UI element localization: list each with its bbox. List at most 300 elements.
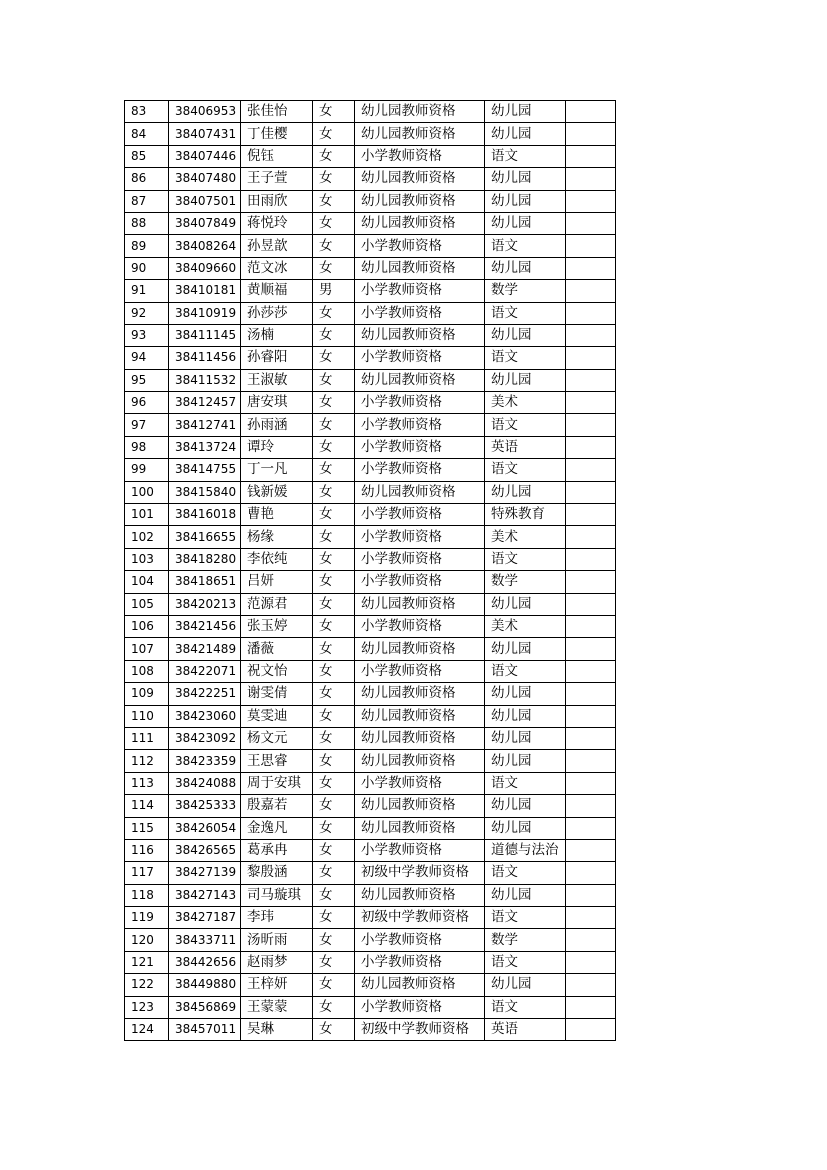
gender-cell: 女 [313, 414, 355, 436]
gender-cell: 女 [313, 481, 355, 503]
subject-cell: 语文 [485, 548, 566, 570]
table-row [125, 526, 616, 548]
name-cell: 唐安琪 [241, 392, 313, 414]
exam-id-cell: 38415840 [169, 481, 241, 503]
gender-cell: 女 [313, 750, 355, 772]
gender-cell: 女 [313, 235, 355, 257]
name-cell: 孙雨涵 [241, 414, 313, 436]
subject-cell: 幼儿园 [485, 369, 566, 391]
row-number-cell: 117 [125, 862, 169, 884]
exam-id-cell: 38457011 [169, 1019, 241, 1041]
exam-id-cell: 38427139 [169, 862, 241, 884]
table-row [125, 101, 616, 123]
gender-cell: 男 [313, 280, 355, 302]
remark-cell [566, 257, 616, 279]
table-row [125, 459, 616, 481]
gender-cell: 女 [313, 907, 355, 929]
exam-id-cell: 38425333 [169, 795, 241, 817]
table-row [125, 436, 616, 458]
qualification-cell: 幼儿园教师资格 [355, 795, 485, 817]
name-cell: 赵雨梦 [241, 951, 313, 973]
remark-cell [566, 974, 616, 996]
qualification-cell: 小学教师资格 [355, 660, 485, 682]
qualification-cell: 幼儿园教师资格 [355, 168, 485, 190]
qualification-cell: 小学教师资格 [355, 929, 485, 951]
remark-cell [566, 302, 616, 324]
qualification-cell: 小学教师资格 [355, 347, 485, 369]
gender-cell: 女 [313, 839, 355, 861]
remark-cell [566, 660, 616, 682]
gender-cell: 女 [313, 638, 355, 660]
row-number-cell: 91 [125, 280, 169, 302]
exam-id-cell: 38426565 [169, 839, 241, 861]
exam-id-cell: 38449880 [169, 974, 241, 996]
row-number-cell: 88 [125, 212, 169, 234]
qualification-cell: 幼儿园教师资格 [355, 593, 485, 615]
gender-cell: 女 [313, 795, 355, 817]
table-row [125, 369, 616, 391]
exam-id-cell: 38422251 [169, 683, 241, 705]
qualification-cell: 小学教师资格 [355, 772, 485, 794]
table-row [125, 593, 616, 615]
remark-cell [566, 145, 616, 167]
row-number-cell: 89 [125, 235, 169, 257]
exam-id-cell: 38416018 [169, 504, 241, 526]
table-row [125, 907, 616, 929]
table-row [125, 123, 616, 145]
remark-cell [566, 817, 616, 839]
row-number-cell: 85 [125, 145, 169, 167]
subject-cell: 幼儿园 [485, 884, 566, 906]
exam-id-cell: 38409660 [169, 257, 241, 279]
roster-body [125, 101, 616, 1041]
remark-cell [566, 190, 616, 212]
qualification-cell: 小学教师资格 [355, 392, 485, 414]
exam-id-cell: 38411532 [169, 369, 241, 391]
subject-cell: 语文 [485, 996, 566, 1018]
exam-id-cell: 38456869 [169, 996, 241, 1018]
row-number-cell: 105 [125, 593, 169, 615]
table-row [125, 235, 616, 257]
remark-cell [566, 615, 616, 637]
subject-cell: 幼儿园 [485, 705, 566, 727]
row-number-cell: 104 [125, 571, 169, 593]
row-number-cell: 111 [125, 727, 169, 749]
gender-cell: 女 [313, 884, 355, 906]
exam-id-cell: 38407849 [169, 212, 241, 234]
qualification-cell: 幼儿园教师资格 [355, 101, 485, 123]
qualification-cell: 幼儿园教师资格 [355, 212, 485, 234]
exam-id-cell: 38427187 [169, 907, 241, 929]
table-row [125, 951, 616, 973]
row-number-cell: 118 [125, 884, 169, 906]
subject-cell: 语文 [485, 907, 566, 929]
remark-cell [566, 212, 616, 234]
name-cell: 黄顺福 [241, 280, 313, 302]
table-row [125, 504, 616, 526]
name-cell: 潘薇 [241, 638, 313, 660]
gender-cell: 女 [313, 593, 355, 615]
name-cell: 周于安琪 [241, 772, 313, 794]
qualification-cell: 小学教师资格 [355, 571, 485, 593]
name-cell: 金逸凡 [241, 817, 313, 839]
table-row [125, 974, 616, 996]
gender-cell: 女 [313, 996, 355, 1018]
qualification-cell: 小学教师资格 [355, 302, 485, 324]
subject-cell: 幼儿园 [485, 750, 566, 772]
remark-cell [566, 571, 616, 593]
row-number-cell: 99 [125, 459, 169, 481]
row-number-cell: 84 [125, 123, 169, 145]
row-number-cell: 120 [125, 929, 169, 951]
remark-cell [566, 929, 616, 951]
qualification-cell: 幼儿园教师资格 [355, 481, 485, 503]
name-cell: 葛承冉 [241, 839, 313, 861]
row-number-cell: 94 [125, 347, 169, 369]
gender-cell: 女 [313, 369, 355, 391]
gender-cell: 女 [313, 212, 355, 234]
table-row [125, 302, 616, 324]
exam-id-cell: 38418651 [169, 571, 241, 593]
qualification-cell: 幼儿园教师资格 [355, 683, 485, 705]
subject-cell: 幼儿园 [485, 817, 566, 839]
subject-cell: 美术 [485, 526, 566, 548]
exam-id-cell: 38423060 [169, 705, 241, 727]
gender-cell: 女 [313, 817, 355, 839]
exam-id-cell: 38410181 [169, 280, 241, 302]
name-cell: 田雨欣 [241, 190, 313, 212]
qualification-cell: 幼儿园教师资格 [355, 123, 485, 145]
qualification-cell: 幼儿园教师资格 [355, 974, 485, 996]
table-row [125, 862, 616, 884]
name-cell: 李依纯 [241, 548, 313, 570]
remark-cell [566, 593, 616, 615]
name-cell: 杨缘 [241, 526, 313, 548]
remark-cell [566, 683, 616, 705]
remark-cell [566, 772, 616, 794]
qualification-cell: 小学教师资格 [355, 459, 485, 481]
qualification-cell: 小学教师资格 [355, 436, 485, 458]
row-number-cell: 107 [125, 638, 169, 660]
qualification-cell: 初级中学教师资格 [355, 1019, 485, 1041]
table-row [125, 772, 616, 794]
row-number-cell: 109 [125, 683, 169, 705]
gender-cell: 女 [313, 257, 355, 279]
row-number-cell: 119 [125, 907, 169, 929]
qualification-cell: 小学教师资格 [355, 839, 485, 861]
gender-cell: 女 [313, 727, 355, 749]
remark-cell [566, 1019, 616, 1041]
name-cell: 司马璇琪 [241, 884, 313, 906]
subject-cell: 语文 [485, 347, 566, 369]
subject-cell: 道德与法治 [485, 839, 566, 861]
table-row [125, 571, 616, 593]
name-cell: 王子萱 [241, 168, 313, 190]
subject-cell: 幼儿园 [485, 212, 566, 234]
exam-id-cell: 38412741 [169, 414, 241, 436]
row-number-cell: 90 [125, 257, 169, 279]
row-number-cell: 124 [125, 1019, 169, 1041]
subject-cell: 美术 [485, 615, 566, 637]
exam-id-cell: 38426054 [169, 817, 241, 839]
table-row [125, 683, 616, 705]
remark-cell [566, 459, 616, 481]
row-number-cell: 116 [125, 839, 169, 861]
row-number-cell: 95 [125, 369, 169, 391]
row-number-cell: 123 [125, 996, 169, 1018]
name-cell: 殷嘉若 [241, 795, 313, 817]
row-number-cell: 101 [125, 504, 169, 526]
qualification-cell: 幼儿园教师资格 [355, 817, 485, 839]
name-cell: 汤昕雨 [241, 929, 313, 951]
exam-id-cell: 38423092 [169, 727, 241, 749]
row-number-cell: 97 [125, 414, 169, 436]
remark-cell [566, 101, 616, 123]
table-row [125, 548, 616, 570]
gender-cell: 女 [313, 347, 355, 369]
remark-cell [566, 369, 616, 391]
exam-id-cell: 38423359 [169, 750, 241, 772]
name-cell: 王蒙蒙 [241, 996, 313, 1018]
gender-cell: 女 [313, 145, 355, 167]
subject-cell: 数学 [485, 571, 566, 593]
subject-cell: 幼儿园 [485, 101, 566, 123]
qualification-cell: 小学教师资格 [355, 145, 485, 167]
qualification-cell: 幼儿园教师资格 [355, 257, 485, 279]
remark-cell [566, 235, 616, 257]
row-number-cell: 96 [125, 392, 169, 414]
name-cell: 李玮 [241, 907, 313, 929]
row-number-cell: 92 [125, 302, 169, 324]
remark-cell [566, 862, 616, 884]
table-row [125, 168, 616, 190]
remark-cell [566, 436, 616, 458]
subject-cell: 语文 [485, 660, 566, 682]
qualification-cell: 小学教师资格 [355, 414, 485, 436]
gender-cell: 女 [313, 1019, 355, 1041]
qualification-cell: 初级中学教师资格 [355, 862, 485, 884]
row-number-cell: 93 [125, 324, 169, 346]
remark-cell [566, 705, 616, 727]
exam-id-cell: 38424088 [169, 772, 241, 794]
exam-id-cell: 38414755 [169, 459, 241, 481]
table-row [125, 795, 616, 817]
row-number-cell: 102 [125, 526, 169, 548]
subject-cell: 美术 [485, 392, 566, 414]
row-number-cell: 106 [125, 615, 169, 637]
subject-cell: 幼儿园 [485, 324, 566, 346]
remark-cell [566, 123, 616, 145]
row-number-cell: 87 [125, 190, 169, 212]
subject-cell: 数学 [485, 280, 566, 302]
subject-cell: 幼儿园 [485, 481, 566, 503]
exam-id-cell: 38406953 [169, 101, 241, 123]
roster-table [124, 100, 616, 1041]
exam-id-cell: 38407480 [169, 168, 241, 190]
exam-id-cell: 38408264 [169, 235, 241, 257]
gender-cell: 女 [313, 683, 355, 705]
qualification-cell: 小学教师资格 [355, 504, 485, 526]
subject-cell: 幼儿园 [485, 727, 566, 749]
name-cell: 张玉婷 [241, 615, 313, 637]
qualification-cell: 小学教师资格 [355, 235, 485, 257]
remark-cell [566, 907, 616, 929]
table-row [125, 705, 616, 727]
table-row [125, 212, 616, 234]
name-cell: 王淑敏 [241, 369, 313, 391]
name-cell: 黎殷涵 [241, 862, 313, 884]
gender-cell: 女 [313, 436, 355, 458]
row-number-cell: 114 [125, 795, 169, 817]
gender-cell: 女 [313, 526, 355, 548]
gender-cell: 女 [313, 504, 355, 526]
name-cell: 谭玲 [241, 436, 313, 458]
remark-cell [566, 750, 616, 772]
qualification-cell: 小学教师资格 [355, 548, 485, 570]
name-cell: 莫雯迪 [241, 705, 313, 727]
subject-cell: 幼儿园 [485, 168, 566, 190]
qualification-cell: 幼儿园教师资格 [355, 727, 485, 749]
name-cell: 范文冰 [241, 257, 313, 279]
gender-cell: 女 [313, 615, 355, 637]
name-cell: 汤楠 [241, 324, 313, 346]
exam-id-cell: 38422071 [169, 660, 241, 682]
subject-cell: 幼儿园 [485, 638, 566, 660]
exam-id-cell: 38407501 [169, 190, 241, 212]
qualification-cell: 幼儿园教师资格 [355, 750, 485, 772]
exam-id-cell: 38412457 [169, 392, 241, 414]
qualification-cell: 幼儿园教师资格 [355, 369, 485, 391]
name-cell: 蒋悦玲 [241, 212, 313, 234]
exam-id-cell: 38407431 [169, 123, 241, 145]
subject-cell: 幼儿园 [485, 683, 566, 705]
row-number-cell: 112 [125, 750, 169, 772]
name-cell: 祝文怡 [241, 660, 313, 682]
name-cell: 丁佳樱 [241, 123, 313, 145]
exam-id-cell: 38433711 [169, 929, 241, 951]
gender-cell: 女 [313, 302, 355, 324]
name-cell: 王思睿 [241, 750, 313, 772]
row-number-cell: 103 [125, 548, 169, 570]
gender-cell: 女 [313, 571, 355, 593]
table-row [125, 257, 616, 279]
subject-cell: 语文 [485, 459, 566, 481]
gender-cell: 女 [313, 660, 355, 682]
row-number-cell: 110 [125, 705, 169, 727]
qualification-cell: 幼儿园教师资格 [355, 324, 485, 346]
table-row [125, 929, 616, 951]
subject-cell: 语文 [485, 951, 566, 973]
remark-cell [566, 839, 616, 861]
gender-cell: 女 [313, 459, 355, 481]
qualification-cell: 幼儿园教师资格 [355, 638, 485, 660]
remark-cell [566, 280, 616, 302]
row-number-cell: 121 [125, 951, 169, 973]
remark-cell [566, 347, 616, 369]
row-number-cell: 98 [125, 436, 169, 458]
subject-cell: 英语 [485, 1019, 566, 1041]
table-row [125, 638, 616, 660]
name-cell: 吴琳 [241, 1019, 313, 1041]
qualification-cell: 小学教师资格 [355, 615, 485, 637]
subject-cell: 语文 [485, 862, 566, 884]
table-row [125, 145, 616, 167]
row-number-cell: 108 [125, 660, 169, 682]
exam-id-cell: 38442656 [169, 951, 241, 973]
subject-cell: 幼儿园 [485, 123, 566, 145]
remark-cell [566, 392, 616, 414]
remark-cell [566, 884, 616, 906]
qualification-cell: 小学教师资格 [355, 280, 485, 302]
table-row [125, 481, 616, 503]
row-number-cell: 115 [125, 817, 169, 839]
table-row [125, 324, 616, 346]
gender-cell: 女 [313, 392, 355, 414]
table-row [125, 1019, 616, 1041]
name-cell: 杨文元 [241, 727, 313, 749]
gender-cell: 女 [313, 123, 355, 145]
remark-cell [566, 951, 616, 973]
row-number-cell: 122 [125, 974, 169, 996]
table-row [125, 615, 616, 637]
name-cell: 王梓妍 [241, 974, 313, 996]
table-row [125, 190, 616, 212]
name-cell: 倪钰 [241, 145, 313, 167]
subject-cell: 语文 [485, 235, 566, 257]
table-row [125, 414, 616, 436]
gender-cell: 女 [313, 951, 355, 973]
name-cell: 范源君 [241, 593, 313, 615]
table-row [125, 392, 616, 414]
qualification-cell: 小学教师资格 [355, 951, 485, 973]
subject-cell: 语文 [485, 772, 566, 794]
row-number-cell: 113 [125, 772, 169, 794]
remark-cell [566, 996, 616, 1018]
qualification-cell: 初级中学教师资格 [355, 907, 485, 929]
table-row [125, 347, 616, 369]
gender-cell: 女 [313, 190, 355, 212]
exam-id-cell: 38407446 [169, 145, 241, 167]
row-number-cell: 83 [125, 101, 169, 123]
remark-cell [566, 481, 616, 503]
gender-cell: 女 [313, 324, 355, 346]
name-cell: 曹艳 [241, 504, 313, 526]
name-cell: 张佳怡 [241, 101, 313, 123]
exam-id-cell: 38418280 [169, 548, 241, 570]
exam-id-cell: 38410919 [169, 302, 241, 324]
remark-cell [566, 504, 616, 526]
exam-id-cell: 38427143 [169, 884, 241, 906]
qualification-cell: 小学教师资格 [355, 526, 485, 548]
remark-cell [566, 727, 616, 749]
table-row [125, 280, 616, 302]
qualification-cell: 幼儿园教师资格 [355, 705, 485, 727]
name-cell: 孙睿阳 [241, 347, 313, 369]
subject-cell: 幼儿园 [485, 593, 566, 615]
exam-id-cell: 38421456 [169, 615, 241, 637]
row-number-cell: 86 [125, 168, 169, 190]
subject-cell: 特殊教育 [485, 504, 566, 526]
subject-cell: 数学 [485, 929, 566, 951]
name-cell: 钱新媛 [241, 481, 313, 503]
remark-cell [566, 548, 616, 570]
remark-cell [566, 638, 616, 660]
exam-id-cell: 38416655 [169, 526, 241, 548]
subject-cell: 幼儿园 [485, 190, 566, 212]
gender-cell: 女 [313, 548, 355, 570]
qualification-cell: 幼儿园教师资格 [355, 884, 485, 906]
subject-cell: 幼儿园 [485, 795, 566, 817]
